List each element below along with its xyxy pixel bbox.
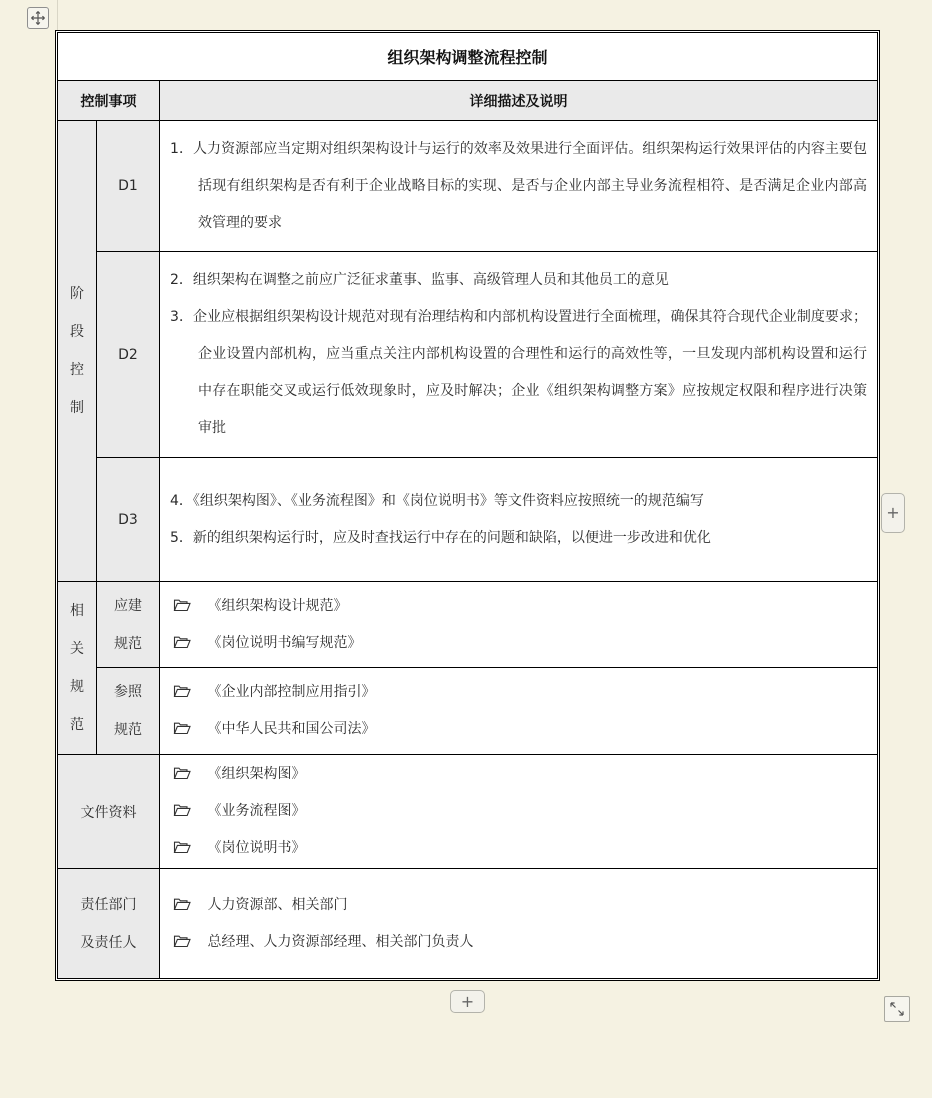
related-standards-label: 相 关 规 范: [58, 582, 97, 755]
table-row-reference-standards: [58, 668, 878, 755]
add-row-button[interactable]: +: [450, 990, 485, 1013]
list-item: [170, 588, 867, 625]
description-item: 2．组织架构在调整之前应广泛征求董事、监事、高级管理人员和其他员工的意见: [170, 272, 669, 288]
responsible-department-value: 人力资源部、相关部门: [207, 896, 348, 913]
document-link-label: 《企业内部控制应用指引》: [207, 684, 376, 700]
move-arrows-icon: [30, 10, 46, 26]
document-link-label: 《组织架构设计规范》: [207, 597, 348, 614]
open-folder-icon: [172, 934, 191, 948]
stage-code-d1: D1: [97, 121, 160, 252]
list-item: [170, 711, 867, 748]
stage-d1-description: [160, 121, 878, 252]
table-row-d1: [58, 121, 878, 252]
list-item: [170, 887, 867, 924]
documents-label: 文件资料: [58, 755, 160, 869]
open-folder-icon: [172, 897, 191, 911]
description-item: 1．人力资源部应当定期对组织架构设计与运行的效率及效果进行全面评估。组织架构运行效果评估的内容主要包括现有组织架构是否有利于企业战略目标的实现、是否与企业内部主导业务流程相符、是否满足企业内部高效管理的要求: [170, 140, 867, 231]
stage-d2-description: [160, 252, 878, 458]
document-link-label: 《岗位说明书编写规范》: [207, 634, 362, 651]
table-resize-handle[interactable]: [884, 996, 910, 1022]
responsibility-list: [160, 869, 878, 979]
list-item: [170, 625, 867, 662]
required-standards-list: [160, 582, 878, 668]
open-folder-icon: [172, 803, 191, 817]
column-header-control-item: 控制事项: [58, 81, 160, 121]
list-item: [170, 674, 867, 711]
table-row-d3: [58, 458, 878, 582]
document-link-label: 《中华人民共和国公司法》: [207, 721, 376, 737]
open-folder-icon: [172, 840, 191, 854]
table-row-required-standards: [58, 582, 878, 668]
table-row-documents: [58, 755, 878, 869]
responsibility-label: 责任部门 及责任人: [58, 869, 160, 979]
required-standards-sublabel: 应建 规范: [97, 582, 160, 668]
document-link-label: 《岗位说明书》: [207, 840, 306, 856]
open-folder-icon: [172, 684, 191, 698]
description-item: 5．新的组织架构运行时，应及时查找运行中存在的问题和缺陷，以便进一步改进和优化: [170, 529, 711, 546]
process-control-table: [55, 30, 880, 981]
page-margin-guide: [57, 0, 58, 30]
diagonal-resize-icon: [888, 1000, 906, 1018]
stage-d3-description: [160, 458, 878, 582]
stage-code-d3: D3: [97, 458, 160, 582]
list-item: [170, 924, 867, 961]
open-folder-icon: [172, 598, 191, 612]
reference-standards-list: [160, 668, 878, 755]
stage-code-d2: D2: [97, 252, 160, 458]
description-item: 4．《组织架构图》、《业务流程图》和《岗位说明书》等文件资料应按照统一的规范编写: [170, 492, 704, 509]
list-item: [170, 830, 867, 867]
list-item: [170, 793, 867, 830]
column-header-description: 详细描述及说明: [160, 81, 878, 121]
list-item: [170, 756, 867, 793]
table-row-responsibility: [58, 869, 878, 979]
table-header-row: [58, 81, 878, 121]
open-folder-icon: [172, 721, 191, 735]
open-folder-icon: [172, 635, 191, 649]
stage-control-label: 阶 段 控 制: [58, 121, 97, 582]
description-item: 3．企业应根据组织架构设计规范对现有治理结构和内部机构设置进行全面梳理，确保其符合现代企业制度要求；企业设置内部机构，应当重点关注内部机构设置的合理性和运行的高效性等，一旦发现内部机构设置和运行中存在职能交叉或运行低效现象时，应及时解决；企业《组织架构调整方案》应按规定权限和程序进行决策审批: [170, 309, 867, 436]
reference-standards-sublabel: 参照 规范: [97, 668, 160, 755]
add-column-button[interactable]: +: [881, 493, 905, 533]
table-row-d2: [58, 252, 878, 458]
table-title-row: [58, 33, 878, 81]
documents-list: [160, 755, 878, 869]
document-link-label: 《业务流程图》: [207, 803, 306, 819]
table-move-handle[interactable]: [27, 7, 49, 29]
responsible-person-value: 总经理、人力资源部经理、相关部门负责人: [207, 933, 474, 950]
page-title: 组织架构调整流程控制: [58, 33, 878, 81]
document-link-label: 《组织架构图》: [207, 766, 306, 782]
open-folder-icon: [172, 766, 191, 780]
